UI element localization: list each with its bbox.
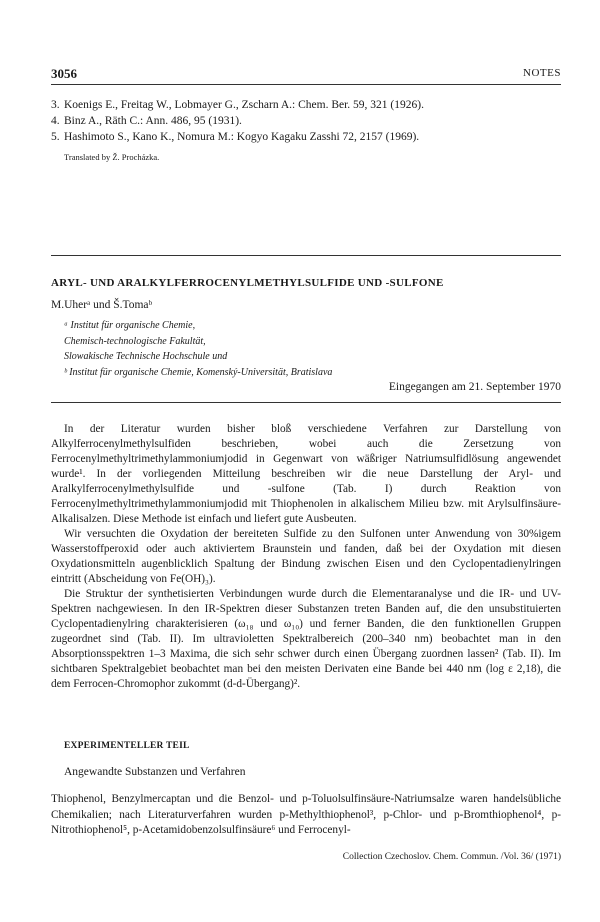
author-affiliations (64, 318, 332, 380)
affiliation-line: ᵃ Institut für organische Chemie, (64, 320, 196, 331)
reference-number: 4. (51, 115, 60, 127)
header-rule (51, 84, 561, 85)
article-title: ARYL- UND ARALKYLFERROCENYLMETHYLSULFIDE UND -SULFONE (51, 277, 444, 289)
article-authors: M.Uherᵃ und Š.Tomaᵇ (51, 299, 153, 311)
received-date: Eingegangen am 21. September 1970 (388, 381, 561, 393)
section-name: NOTES (523, 67, 561, 79)
reference-item (51, 129, 561, 145)
page-number: 3056 (51, 66, 77, 81)
reference-list (51, 97, 561, 145)
reference-text: Koenigs E., Freitag W., Lobmayer G., Zscharn A.: Chem. Ber. 59, 321 (1926). (64, 99, 424, 111)
affiliation-line: Slowakische Technische Hochschule und (64, 351, 228, 362)
reference-text: Binz A., Räth C.: Ann. 486, 95 (1931). (64, 115, 242, 127)
section-divider (51, 255, 561, 256)
body-paragraph: In der Literatur wurden bisher bloß verschiedene Verfahren zur Darstellung von Alkylferrocenylmethylsulfiden beschrieben, wobei auch die Zersetzung von Ferrocenylmethyltrimethylammoniumjodid in Gegenwart von wäßriger Natriumsulfidlösung angewendet wurde¹. In der vorliegenden Mitteilung beschreiben wir die neue Darstellung der Aryl- und Aralkylferrocenylmethylsulfide und -sulfone (Tab. I) durch Reaktion von Ferrocenylmethyltrimethylammoniumjodid mit Thiophenolen in alkalischem Milieu bzw. mit Arylsulfinsäure-Alkalisalzen. Diese Methode ist einfach und liefert gute Ausbeuten. (51, 423, 561, 525)
reference-item (51, 97, 561, 113)
affiliation-line: ᵇ Institut für organische Chemie, Komenský-Universität, Bratislava (64, 366, 333, 378)
abstract-divider (51, 402, 561, 403)
experimental-text: Thiophenol, Benzylmercaptan und die Benzol- und p-Toluolsulfinsäure-Natriumsalze waren handelsübliche Chemikalien; nach Literaturverfahren wurden p-Methylthiophenol³, p-Chlor- und p-Bromthiophenol⁴, p-Nitrothiophenol⁵, p-Acetamidobenzolsulfinsäure⁶ und Ferrocenyl- (51, 793, 561, 836)
affiliation-line: Chemisch-technologische Fakultät, (64, 335, 206, 347)
body-paragraph: Wir versuchten die Oxydation der bereiteten Sulfide zu den Sulfonen unter Anwendung von 30%igem Wasserstoffperoxid oder auch aktiviertem Braunstein und fanden, daß bei der Oxydation mit diesen Oxydationsmitteln augenblicklich Spaltung der Bindung zwischen Eisen und den Cyclopentadienylringen eintritt (Abscheidung von Fe(OH)₃). (51, 528, 561, 585)
experimental-subheading: Angewandte Substanzen und Verfahren (64, 766, 246, 778)
reference-item (51, 113, 561, 129)
translator-credit: Translated by Ž. Procházka. (64, 152, 160, 162)
article-body (51, 422, 561, 692)
reference-text: Hashimoto S., Kano K., Nomura M.: Kogyo Kagaku Zasshi 72, 2157 (1969). (64, 131, 420, 143)
reference-number: 3. (51, 99, 60, 111)
reference-number: 5. (51, 131, 60, 143)
body-paragraph: Die Struktur der synthetisierten Verbindungen wurde durch die Elementaranalyse und die IR- und UV-Spektren nachgewiesen. In den IR-Spektren dieser Substanzen treten Banden auf, die den unsubstituierten Cyclopentadienylring charakterisieren (ω₁₈ und ω₁₀) und ferner Banden, die den funktionellen Gruppen zugeordnet sind (Tab. II). Im ultravioletten Spektralbereich (200–340 nm) beobachtet man in den Absorptionsspektren 1–3 Maxima, die sich sehr schwer durch einen Übergang zuordnen lassen² (Tab. II). Im sichtbaren Spektralgebiet beobachtet man bei den meisten Derivaten eine Bande bei 440 nm (log ε 2,18), die dem Ferrocen-Chromophor zukommt (d-d-Übergang)². (51, 588, 561, 690)
experimental-heading: EXPERIMENTELLER TEIL (64, 741, 190, 751)
journal-footer: Collection Czechoslov. Chem. Commun. /Vol. 36/ (1971) (342, 852, 561, 862)
